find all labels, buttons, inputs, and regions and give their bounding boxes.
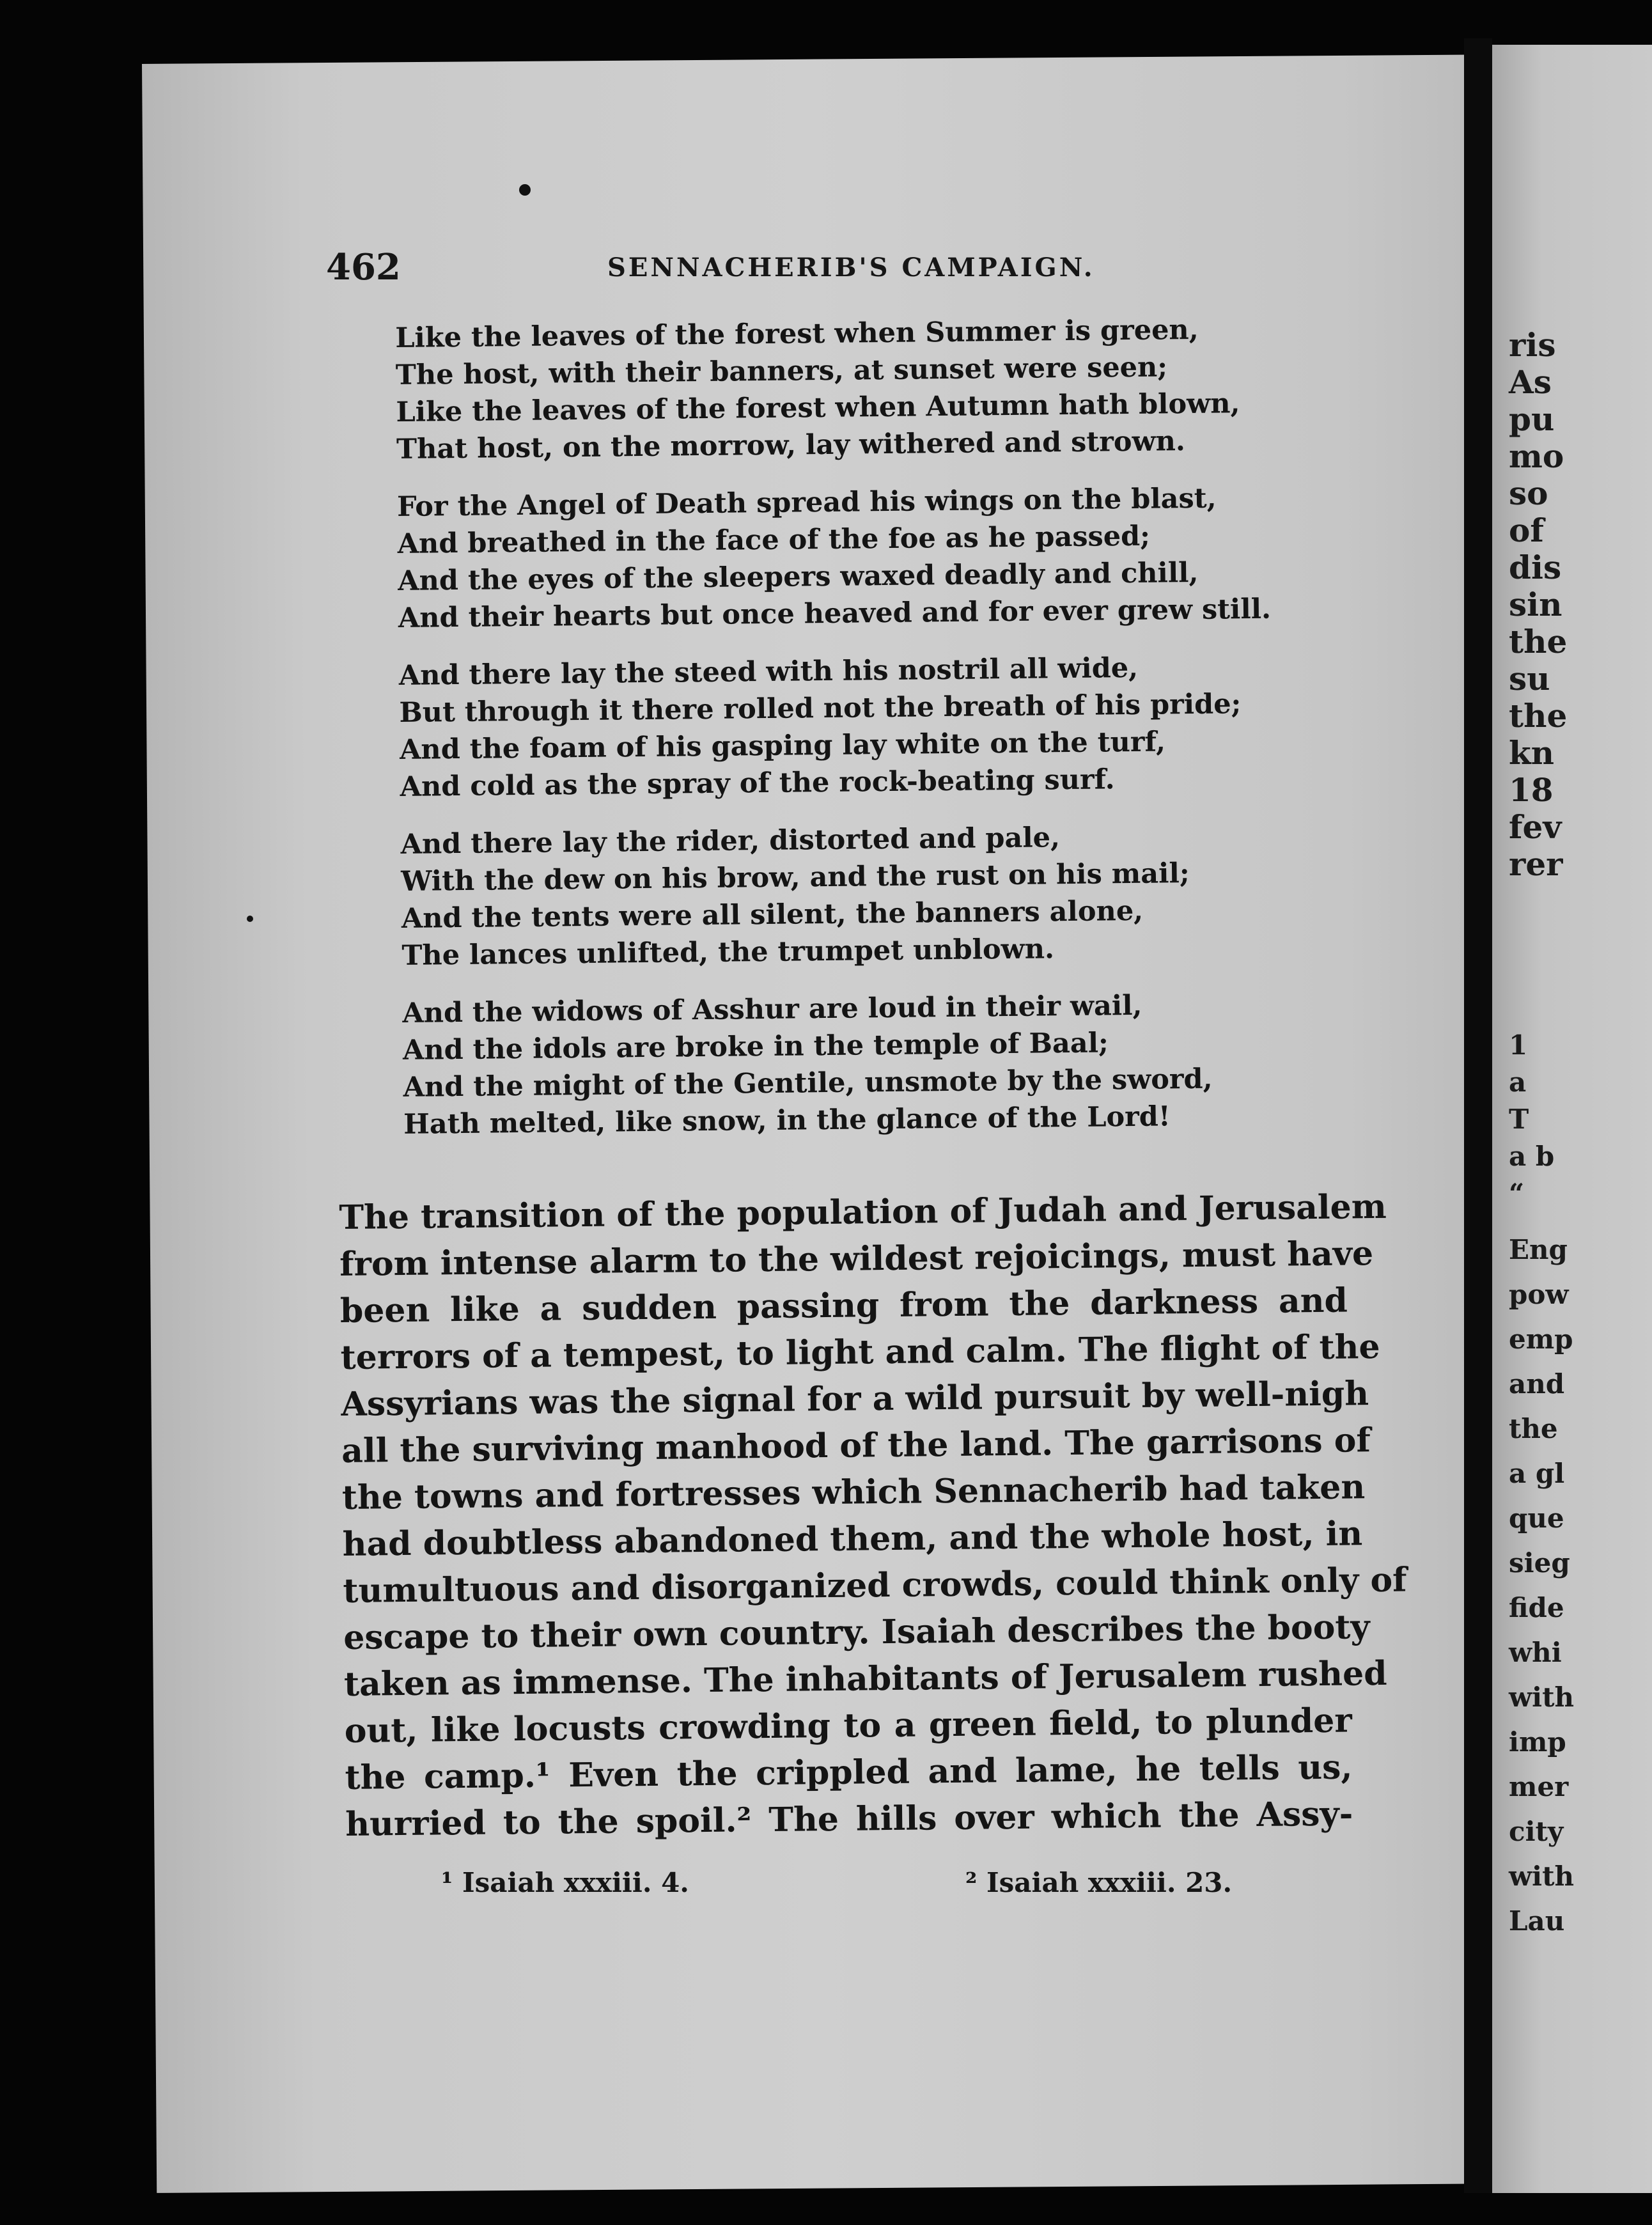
facing-page-fragment: the [1509, 697, 1568, 735]
paragraph-line: been like a sudden passing from the darkness and [339, 1281, 1348, 1331]
facing-page-fragment: fide [1509, 1592, 1564, 1623]
facing-page-fragment: whi [1509, 1637, 1562, 1668]
verse-line: And there lay the rider, distorted and pale, [400, 822, 1061, 861]
verse-line: For the Angel of Death spread his wings on the blast, [396, 482, 1217, 523]
paragraph-line: the towns and fortresses which Sennacherib had taken [341, 1467, 1366, 1517]
facing-page-fragment: As [1509, 363, 1552, 401]
footnotes [441, 1867, 1272, 1905]
ink-speck [247, 916, 253, 922]
verse-line: The lances unlifted, the trumpet unblown. [401, 933, 1055, 972]
paragraph-line: the camp.¹ Even the crippled and lame, he tells us, [345, 1747, 1353, 1797]
facing-page-fragment: the [1509, 623, 1568, 660]
verse-line: And there lay the steed with his nostril all wide, [398, 652, 1139, 692]
paragraph-line: taken as immense. The inhabitants of Jerusalem rushed [343, 1653, 1387, 1704]
facing-page-fragment: so [1509, 474, 1548, 512]
facing-page-fragment: fev [1509, 808, 1562, 846]
poem-stanza [400, 816, 1335, 974]
verse-line: The host, with their banners, at sunset were seen; [395, 351, 1168, 391]
poem-stanza [399, 648, 1334, 806]
footnote-2: ² Isaiah xxxiii. 23. [965, 1867, 1233, 1898]
running-head: SENNACHERIB'S CAMPAIGN. [607, 253, 1095, 283]
facing-page-fragment: a gl [1509, 1458, 1565, 1489]
facing-page [1492, 45, 1652, 2193]
verse-line: And the idols are broke in the temple of Baal; [402, 1027, 1109, 1066]
paragraph-line: had doubtless abandoned them, and the whole host, in [342, 1514, 1363, 1564]
facing-page-fragment: a [1509, 1066, 1527, 1098]
facing-page-fragment: pu [1509, 400, 1555, 438]
verse-line: And the might of the Gentile, unsmote by the sword, [403, 1063, 1213, 1104]
verse-line: But through it there rolled not the breath of his pride; [399, 688, 1242, 729]
facing-page-fragment: mer [1509, 1771, 1569, 1802]
book-gutter [1464, 38, 1492, 2193]
poem-stanza [395, 310, 1330, 468]
facing-page-fragment: the [1509, 1413, 1558, 1444]
facing-page-fragment: su [1509, 660, 1550, 698]
facing-page-fragment: ris [1509, 326, 1556, 364]
facing-page-fragment: 18 [1509, 771, 1554, 809]
facing-page-fragment: 1 [1509, 1029, 1528, 1061]
footnote-1: ¹ Isaiah xxxiii. 4. [441, 1867, 689, 1898]
facing-page-fragment: with [1509, 1861, 1575, 1892]
facing-page-fragment: dis [1509, 549, 1562, 586]
verse-line: And the tents were all silent, the banners alone, [401, 894, 1144, 935]
verse-line: Hath melted, like snow, in the glance of the Lord! [403, 1100, 1171, 1141]
facing-page-fragment: a b [1509, 1141, 1555, 1172]
paragraph-line: terrors of a tempest, to light and calm. The flight of the [340, 1327, 1380, 1377]
facing-page-fragment: mo [1509, 437, 1564, 475]
verse-line: And breathed in the face of the foe as he passed; [397, 520, 1151, 560]
facing-page-fragment: city [1509, 1816, 1564, 1847]
poem [395, 310, 1337, 1164]
verse-line: And cold as the spray of the rock-beating surf. [400, 763, 1115, 803]
paragraph-line: The transition of the population of Judah and Jerusalem [339, 1187, 1387, 1237]
facing-page-fragment: sin [1509, 586, 1562, 623]
facing-page-fragment: and [1509, 1368, 1565, 1400]
page-header [326, 246, 1349, 291]
verse-line: With the dew on his brow, and the rust on his mail; [400, 857, 1190, 898]
facing-page-fragment: of [1509, 511, 1544, 549]
verse-line: And the widows of Asshur are loud in their wail, [402, 989, 1142, 1029]
verse-line: And the foam of his gasping lay white on the turf, [399, 726, 1166, 766]
paragraph-line: out, like locusts crowding to a green field, to plunder [344, 1701, 1353, 1751]
verse-line: That host, on the morrow, lay withered and strown. [396, 425, 1186, 465]
paragraph-line: tumultuous and disorganized crowds, could think only of [343, 1560, 1407, 1611]
page-number: 462 [326, 246, 401, 288]
facing-page-fragment: T [1509, 1104, 1529, 1135]
facing-page-fragment: pow [1509, 1279, 1569, 1310]
facing-page-fragment: Lau [1509, 1905, 1565, 1937]
facing-page-fragment: sieg [1509, 1547, 1570, 1579]
facing-page-fragment: que [1509, 1503, 1564, 1534]
facing-page-fragment: emp [1509, 1323, 1573, 1355]
verse-line: Like the leaves of the forest when Summer is green, [395, 313, 1199, 354]
poem-stanza [397, 479, 1332, 637]
verse-line: Like the leaves of the forest when Autumn hath blown, [396, 387, 1240, 428]
verse-line: And the eyes of the sleepers waxed deadly and chill, [398, 556, 1199, 597]
paragraph-line: all the surviving manhood of the land. The garrisons of [341, 1421, 1371, 1471]
paragraph-line: Assyrians was the signal for a wild pursuit by well-nigh [341, 1374, 1369, 1424]
facing-page-fragment: kn [1509, 734, 1554, 772]
verse-line: And their hearts but once heaved and for ever grew still. [398, 593, 1272, 634]
poem-stanza [402, 985, 1337, 1143]
facing-page-fragment: rer [1509, 845, 1563, 883]
paragraph-line: from intense alarm to the wildest rejoicings, must have [339, 1234, 1374, 1284]
paragraph-line: hurried to the spoil.² The hills over which the Assy- [345, 1794, 1353, 1844]
facing-page-fragment: Eng [1509, 1234, 1568, 1265]
facing-page-fragment: imp [1509, 1726, 1566, 1758]
body-paragraph [339, 1183, 1407, 1847]
facing-page-fragment: with [1509, 1682, 1575, 1713]
ink-speck [519, 184, 531, 196]
facing-page-fragment: “ [1509, 1178, 1525, 1209]
paragraph-line: escape to their own country. Isaiah describes the booty [343, 1607, 1370, 1657]
